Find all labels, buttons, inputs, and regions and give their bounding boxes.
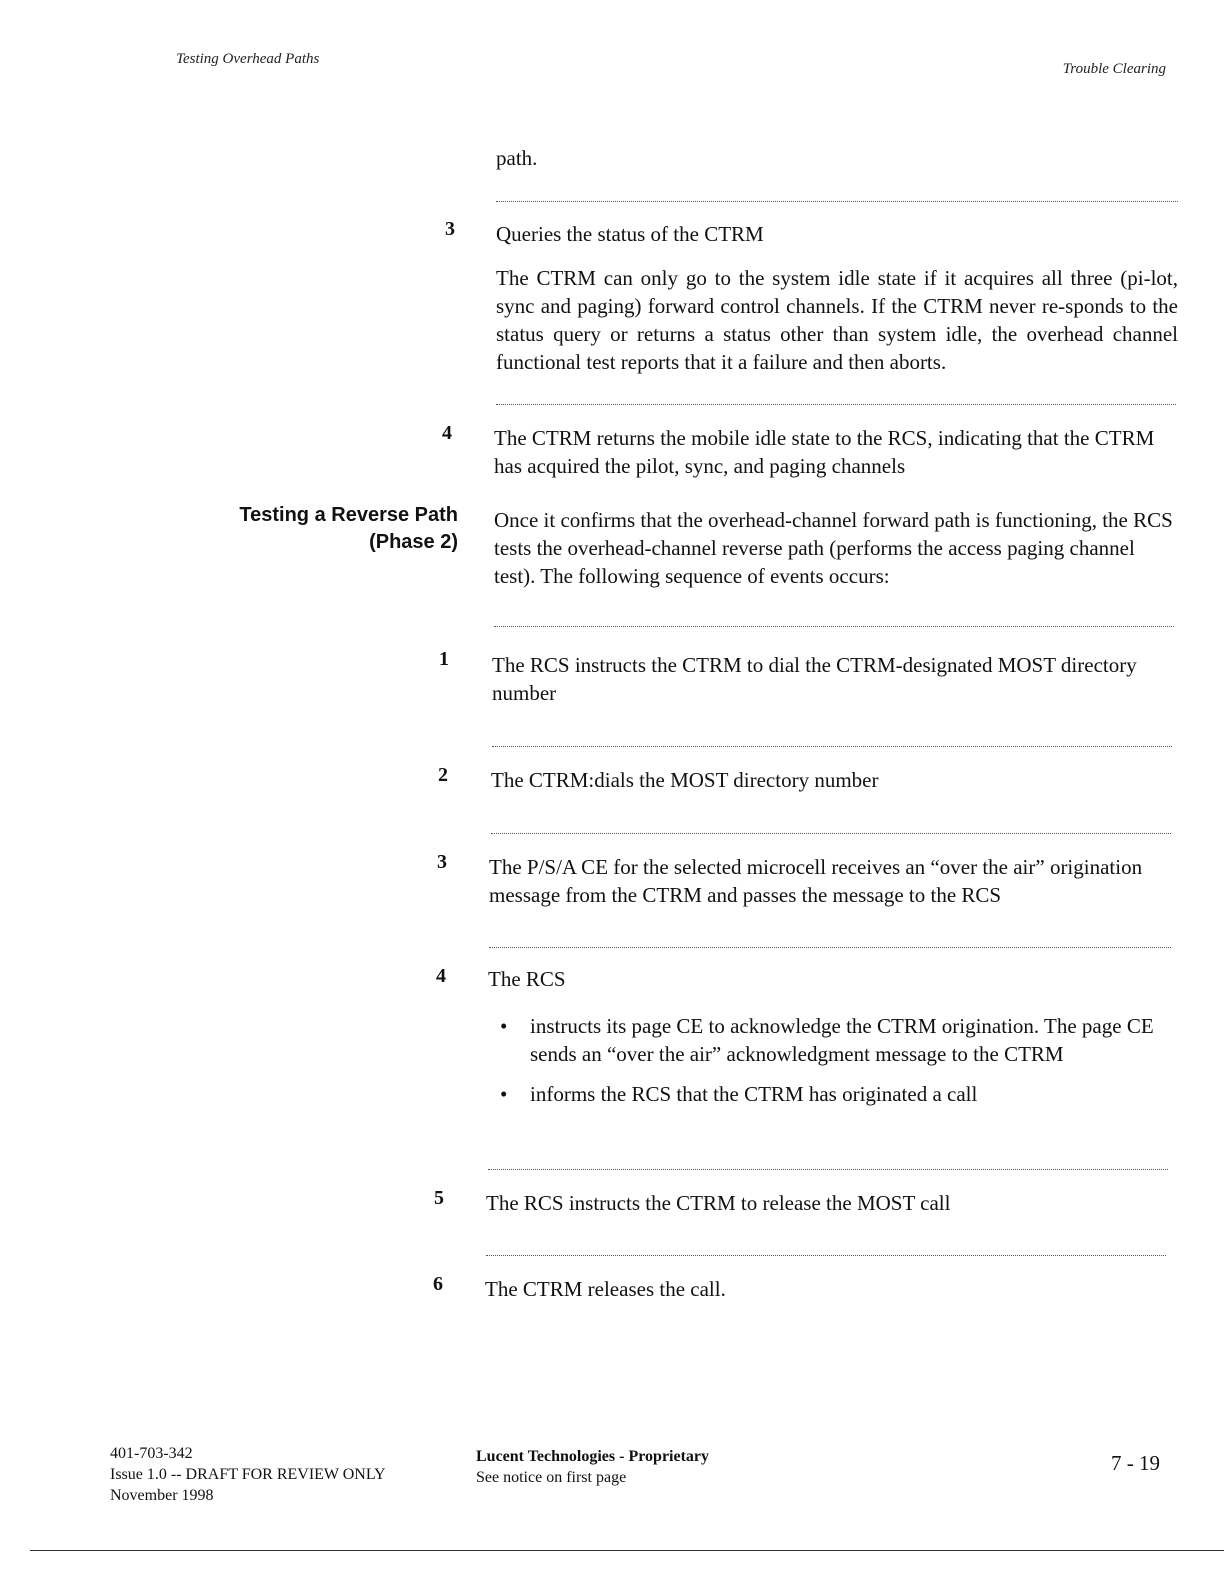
step-number: 6	[433, 1273, 443, 1295]
footer-rule	[30, 1550, 1224, 1551]
step-text: The CTRM releases the call.	[485, 1277, 726, 1301]
notice-reference: See notice on first page	[476, 1469, 627, 1486]
bullet-icon: •	[500, 1082, 508, 1106]
step-divider	[496, 201, 1178, 202]
section-heading-line1: Testing a Reverse Path	[239, 504, 458, 526]
list-item-text: informs the RCS that the CTRM has originated a call	[530, 1082, 978, 1106]
page-number: 7 - 19	[1111, 1451, 1160, 1475]
step-divider	[489, 947, 1171, 948]
step-number: 1	[439, 648, 449, 670]
issue-date: November 1998	[110, 1487, 214, 1504]
step-number: 4	[442, 422, 452, 444]
issue-line: Issue 1.0 -- DRAFT FOR REVIEW ONLY	[110, 1466, 386, 1483]
continuation-text: path.	[496, 146, 538, 170]
step-number: 3	[445, 218, 455, 240]
section-heading	[239, 502, 458, 556]
step-number: 2	[438, 764, 448, 786]
footer-doc-info	[110, 1443, 386, 1506]
step-divider	[486, 1255, 1166, 1256]
step-divider	[494, 626, 1174, 627]
step-text: The P/S/A CE for the selected microcell receives an “over the air” origination message from the CTRM and passes the message to the RCS	[489, 855, 1143, 907]
step-divider	[488, 1169, 1168, 1170]
step-number: 4	[436, 965, 446, 987]
step-number: 5	[434, 1187, 444, 1209]
step-divider	[491, 833, 1171, 834]
list-item	[488, 1012, 1160, 1068]
list-item-text: instructs its page CE to acknowledge the CTRM origination. The page CE sends an “over the air” acknowledgment message to the CTRM	[530, 1014, 1154, 1066]
running-header-right: Trouble Clearing	[1062, 61, 1166, 77]
section-heading-line2: (Phase 2)	[369, 531, 458, 553]
running-header-left: Testing Overhead Paths	[176, 51, 320, 67]
step-text: The RCS	[488, 967, 566, 991]
company-notice: Lucent Technologies - Proprietary	[476, 1448, 710, 1465]
step-text: The RCS instructs the CTRM to release the MOST call	[486, 1191, 951, 1215]
step-divider	[492, 746, 1172, 747]
step-number: 3	[437, 851, 447, 873]
doc-number: 401-703-342	[110, 1445, 193, 1462]
step-text: The RCS instructs the CTRM to dial the CTRM-designated MOST directory number	[492, 653, 1137, 705]
footer-proprietary	[476, 1446, 709, 1488]
step-text: The CTRM:dials the MOST directory number	[491, 768, 879, 792]
bullet-icon: •	[500, 1014, 508, 1038]
step-text: Queries the status of the CTRM	[496, 222, 764, 246]
list-item	[488, 1080, 1160, 1108]
step-text: The CTRM returns the mobile idle state to the RCS, indicating that the CTRM has acquired the pilot, sync, and paging channels	[494, 426, 1155, 478]
step-divider	[496, 404, 1176, 405]
bullet-list	[488, 1012, 1160, 1120]
step-detail-paragraph: The CTRM can only go to the system idle state if it acquires all three (pi-lot, sync and paging) forward control channels. If the CTRM never re-sponds to the status query or returns a status other than system idle, the overhead channel functional test reports that it a failure and then aborts.	[496, 266, 1178, 374]
section-intro-paragraph: Once it confirms that the overhead-channel forward path is functioning, the RCS tests the overhead-channel reverse path (performs the access paging channel test). The following sequence of events occurs:	[494, 508, 1173, 588]
